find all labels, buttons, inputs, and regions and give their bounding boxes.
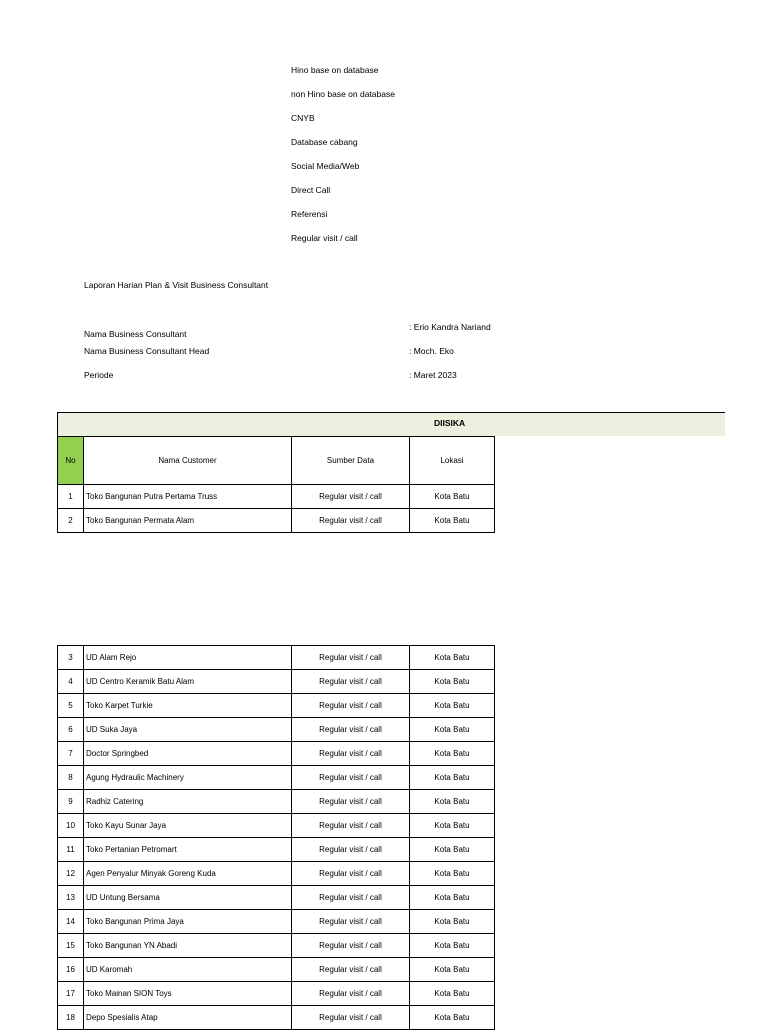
row-source: Regular visit / call (292, 509, 410, 533)
row-source: Regular visit / call (292, 485, 410, 509)
row-customer: Toko Bangunan Putra Pertama Truss (84, 485, 292, 509)
row-customer: UD Untung Bersama (84, 886, 292, 910)
consultant-value: : Erio Kandra Nariand (409, 322, 491, 332)
row-location: Kota Batu (410, 766, 495, 790)
row-customer: Toko Pertanian Petromart (84, 838, 292, 862)
row-no: 7 (58, 742, 84, 766)
row-location: Kota Batu (410, 509, 495, 533)
table-row (58, 814, 495, 838)
source-item: Referensi (291, 209, 328, 219)
row-source: Regular visit / call (292, 934, 410, 958)
row-customer: Depo Spesialis Atap (84, 1006, 292, 1030)
table-row (58, 766, 495, 790)
row-no: 14 (58, 910, 84, 934)
customer-table-bottom (57, 645, 495, 1030)
row-source: Regular visit / call (292, 1006, 410, 1030)
row-customer: UD Karomah (84, 958, 292, 982)
row-no: 16 (58, 958, 84, 982)
consultant-label: Nama Business Consultant (84, 329, 187, 339)
row-source: Regular visit / call (292, 982, 410, 1006)
row-location: Kota Batu (410, 646, 495, 670)
row-source: Regular visit / call (292, 670, 410, 694)
row-source: Regular visit / call (292, 718, 410, 742)
row-source: Regular visit / call (292, 766, 410, 790)
row-location: Kota Batu (410, 1006, 495, 1030)
row-customer: UD Suka Jaya (84, 718, 292, 742)
source-item: CNYB (291, 113, 315, 123)
row-no: 18 (58, 1006, 84, 1030)
table-row (58, 934, 495, 958)
source-item: Social Media/Web (291, 161, 360, 171)
row-customer: UD Alam Rejo (84, 646, 292, 670)
table-row (58, 718, 495, 742)
table-row (58, 646, 495, 670)
row-location: Kota Batu (410, 814, 495, 838)
row-no: 17 (58, 982, 84, 1006)
row-no: 11 (58, 838, 84, 862)
row-source: Regular visit / call (292, 838, 410, 862)
row-location: Kota Batu (410, 958, 495, 982)
row-customer: Doctor Springbed (84, 742, 292, 766)
header-source: Sumber Data (292, 437, 410, 485)
band-label: DIISIKA (434, 418, 466, 428)
header-customer: Nama Customer (84, 437, 292, 485)
table-row (58, 886, 495, 910)
row-location: Kota Batu (410, 910, 495, 934)
row-location: Kota Batu (410, 742, 495, 766)
header-band (57, 412, 725, 436)
row-customer: Toko Bangunan Prima Jaya (84, 910, 292, 934)
row-location: Kota Batu (410, 718, 495, 742)
row-location: Kota Batu (410, 886, 495, 910)
row-source: Regular visit / call (292, 958, 410, 982)
row-source: Regular visit / call (292, 814, 410, 838)
row-location: Kota Batu (410, 790, 495, 814)
report-title: Laporan Harian Plan & Visit Business Consultant (84, 280, 269, 290)
row-location: Kota Batu (410, 694, 495, 718)
row-location: Kota Batu (410, 982, 495, 1006)
row-no: 15 (58, 934, 84, 958)
row-no: 4 (58, 670, 84, 694)
row-location: Kota Batu (410, 934, 495, 958)
row-no: 2 (58, 509, 84, 533)
row-no: 6 (58, 718, 84, 742)
source-item: Regular visit / call (291, 233, 358, 243)
row-no: 3 (58, 646, 84, 670)
source-item: Hino base on database (291, 65, 379, 75)
row-source: Regular visit / call (292, 910, 410, 934)
source-item: Direct Call (291, 185, 331, 195)
table-row (58, 838, 495, 862)
table-row (58, 742, 495, 766)
head-value: : Moch. Eko (409, 346, 454, 356)
row-no: 5 (58, 694, 84, 718)
row-customer: Toko Kayu Sunar Jaya (84, 814, 292, 838)
header-no: No (58, 437, 84, 485)
header-location: Lokasi (410, 437, 495, 485)
table-row (58, 509, 495, 533)
table-row (58, 1006, 495, 1030)
row-location: Kota Batu (410, 862, 495, 886)
row-customer: Toko Karpet Turkie (84, 694, 292, 718)
period-value: : Maret 2023 (409, 370, 457, 380)
table-row (58, 862, 495, 886)
head-label: Nama Business Consultant Head (84, 346, 210, 356)
row-source: Regular visit / call (292, 790, 410, 814)
row-source: Regular visit / call (292, 742, 410, 766)
table-row (58, 982, 495, 1006)
row-no: 13 (58, 886, 84, 910)
source-item: Database cabang (291, 137, 358, 147)
row-no: 8 (58, 766, 84, 790)
table-row (58, 694, 495, 718)
row-no: 9 (58, 790, 84, 814)
row-customer: Toko Bangunan Permata Alam (84, 509, 292, 533)
row-source: Regular visit / call (292, 694, 410, 718)
row-location: Kota Batu (410, 838, 495, 862)
row-customer: Agung Hydraulic Machinery (84, 766, 292, 790)
table-row (58, 958, 495, 982)
row-source: Regular visit / call (292, 886, 410, 910)
table-header-row (58, 437, 495, 485)
row-location: Kota Batu (410, 670, 495, 694)
row-customer: Toko Bangunan YN Abadi (84, 934, 292, 958)
table-row (58, 790, 495, 814)
row-no: 12 (58, 862, 84, 886)
row-no: 1 (58, 485, 84, 509)
period-label: Periode (84, 370, 114, 380)
source-list (291, 64, 395, 256)
source-item: non Hino base on database (291, 89, 395, 99)
row-source: Regular visit / call (292, 646, 410, 670)
row-customer: Radhiz Catering (84, 790, 292, 814)
table-row (58, 910, 495, 934)
row-no: 10 (58, 814, 84, 838)
customer-table-top (57, 436, 495, 533)
row-customer: UD Centro Keramik Batu Alam (84, 670, 292, 694)
table-row (58, 485, 495, 509)
row-customer: Agen Penyalur Minyak Goreng Kuda (84, 862, 292, 886)
row-location: Kota Batu (410, 485, 495, 509)
row-source: Regular visit / call (292, 862, 410, 886)
table-row (58, 670, 495, 694)
row-customer: Toko Mainan SION Toys (84, 982, 292, 1006)
